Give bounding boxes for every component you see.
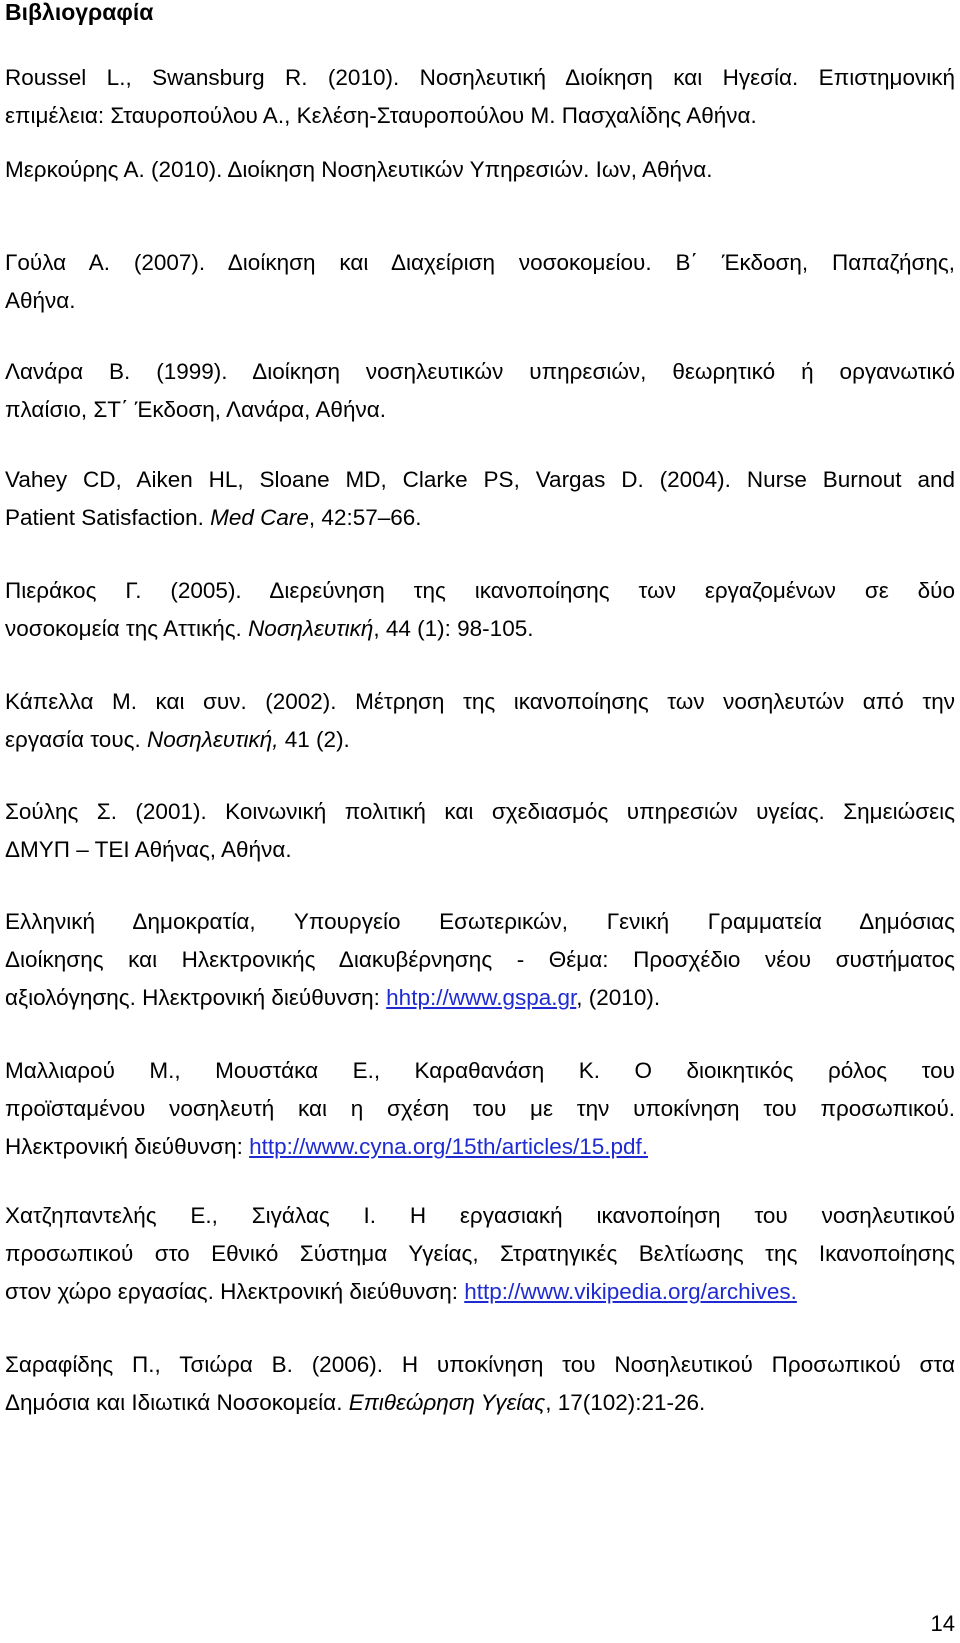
web-link[interactable]: http://www.vikipedia.org/archives.	[464, 1279, 797, 1304]
reference-entry	[5, 461, 955, 537]
reference-text: Ελληνική Δημοκρατία, Υπουργείο Εσωτερικών, Γενική Γραμματεία Δημόσιας	[5, 909, 955, 934]
reference-line	[5, 941, 955, 979]
reference-line	[5, 831, 955, 869]
reference-line	[5, 721, 955, 759]
reference-line	[5, 683, 955, 721]
reference-line	[5, 461, 955, 499]
reference-text: Αθήνα.	[5, 288, 76, 313]
reference-line	[5, 1197, 955, 1235]
reference-line	[5, 282, 955, 320]
reference-text: , 17(102):21-26.	[545, 1390, 706, 1415]
page-number: 14	[930, 1611, 955, 1636]
reference-text: νοσοκομεία της Αττικής.	[5, 616, 249, 641]
reference-line	[5, 151, 955, 189]
reference-text: , 42:57–66.	[308, 505, 422, 530]
web-link[interactable]: hhtp://www.gspa.gr	[386, 985, 577, 1010]
reference-line	[5, 793, 955, 831]
reference-entry	[5, 793, 955, 869]
reference-text: Μερκούρης Α. (2010). Διοίκηση Νοσηλευτικών Υπηρεσιών. Ιων, Αθήνα.	[5, 157, 713, 182]
reference-line	[5, 499, 955, 537]
reference-text: πλαίσιο, ΣΤ΄ Έκδοση, Λανάρα, Αθήνα.	[5, 397, 386, 422]
reference-line	[5, 244, 955, 282]
reference-text: Γούλα Α. (2007). Διοίκηση και Διαχείριση νοσοκομείου. Β΄ Έκδοση, Παπαζήσης,	[5, 250, 955, 275]
reference-line	[5, 610, 955, 648]
reference-entry	[5, 572, 955, 648]
reference-line	[5, 1052, 955, 1090]
reference-text: Πιεράκος Γ. (2005). Διερεύνηση της ικανοποίησης των εργαζομένων σε δύο	[5, 578, 955, 603]
reference-line	[5, 903, 955, 941]
reference-line	[5, 353, 955, 391]
reference-text: Vahey CD, Aiken HL, Sloane MD, Clarke PS, Vargas D. (2004). Nurse Burnout and	[5, 467, 955, 492]
reference-line	[5, 1384, 955, 1422]
reference-line	[5, 979, 955, 1017]
reference-text: Διοίκησης και Ηλεκτρονικής Διακυβέρνησης - Θέμα: Προσχέδιο νέου συστήματος	[5, 947, 955, 972]
reference-entry	[5, 903, 955, 1017]
reference-entry	[5, 1052, 955, 1166]
reference-text: στον χώρο εργασίας. Ηλεκτρονική διεύθυνση:	[5, 1279, 465, 1304]
reference-line	[5, 1090, 955, 1128]
reference-line	[5, 1128, 955, 1166]
reference-line	[5, 1273, 955, 1311]
reference-text: Σαραφίδης Π., Τσιώρα Β. (2006). Η υποκίνηση του Νοσηλευτικού Προσωπικού στα	[5, 1352, 955, 1377]
reference-text: , 44 (1): 98-105.	[373, 616, 534, 641]
journal-title: Νοσηλευτική	[248, 616, 374, 641]
reference-line	[5, 97, 955, 135]
journal-title: Med Care	[210, 505, 309, 530]
journal-title: Επιθεώρηση Υγείας	[348, 1390, 546, 1415]
reference-text: Σούλης Σ. (2001). Κοινωνική πολιτική και σχεδιασμός υπηρεσιών υγείας. Σημειώσεις	[5, 799, 955, 824]
reference-text: επιμέλεια: Σταυροπούλου Α., Κελέση-Σταυροπούλου Μ. Πασχαλίδης Αθήνα.	[5, 103, 757, 128]
reference-line	[5, 1235, 955, 1273]
reference-text: προϊσταμένου νοσηλευτή και η σχέση του με την υποκίνηση του προσωπικού.	[5, 1096, 955, 1121]
reference-text: εργασία τους.	[5, 727, 147, 752]
reference-text: Patient Satisfaction.	[5, 505, 211, 530]
reference-line	[5, 391, 955, 429]
reference-text: ΔΜΥΠ – ΤΕΙ Αθήνας, Αθήνα.	[5, 837, 292, 862]
reference-text: Ηλεκτρονική διεύθυνση:	[5, 1134, 250, 1159]
reference-text: Κάπελλα Μ. και συν. (2002). Μέτρηση της ικανοποίησης των νοσηλευτών από την	[5, 689, 955, 714]
reference-text: Roussel L., Swansburg R. (2010). Νοσηλευτική Διοίκηση και Ηγεσία. Επιστημονική	[5, 65, 955, 90]
reference-line	[5, 1346, 955, 1384]
reference-text: Μαλλιαρού Μ., Μουστάκα Ε., Καραθανάση Κ. Ο διοικητικός ρόλος του	[5, 1058, 955, 1083]
reference-entry	[5, 353, 955, 429]
reference-entry	[5, 244, 955, 320]
reference-entry	[5, 59, 955, 135]
reference-entry	[5, 683, 955, 759]
journal-title: Νοσηλευτική,	[146, 727, 279, 752]
reference-text: προσωπικού στο Εθνικό Σύστημα Υγείας, Στρατηγικές Βελτίωσης της Ικανοποίησης	[5, 1241, 955, 1266]
web-link[interactable]: http://www.cyna.org/15th/articles/15.pdf.	[249, 1134, 649, 1159]
reference-line	[5, 59, 955, 97]
reference-text: , (2010).	[576, 985, 661, 1010]
reference-entry	[5, 151, 955, 189]
reference-text: αξιολόγησης. Ηλεκτρονική διεύθυνση:	[5, 985, 387, 1010]
reference-text: Δημόσια και Ιδιωτικά Νοσοκομεία.	[5, 1390, 349, 1415]
reference-text: Λανάρα Β. (1999). Διοίκηση νοσηλευτικών υπηρεσιών, θεωρητικό ή οργανωτικό	[5, 359, 955, 384]
bibliography-heading: Βιβλιογραφία	[5, 0, 154, 25]
reference-text: Χατζηπαντελής Ε., Σιγάλας Ι. Η εργασιακή ικανοποίηση του νοσηλευτικού	[5, 1203, 955, 1228]
reference-text: 41 (2).	[278, 727, 350, 752]
reference-line	[5, 572, 955, 610]
reference-entry	[5, 1197, 955, 1311]
reference-entry	[5, 1346, 955, 1422]
